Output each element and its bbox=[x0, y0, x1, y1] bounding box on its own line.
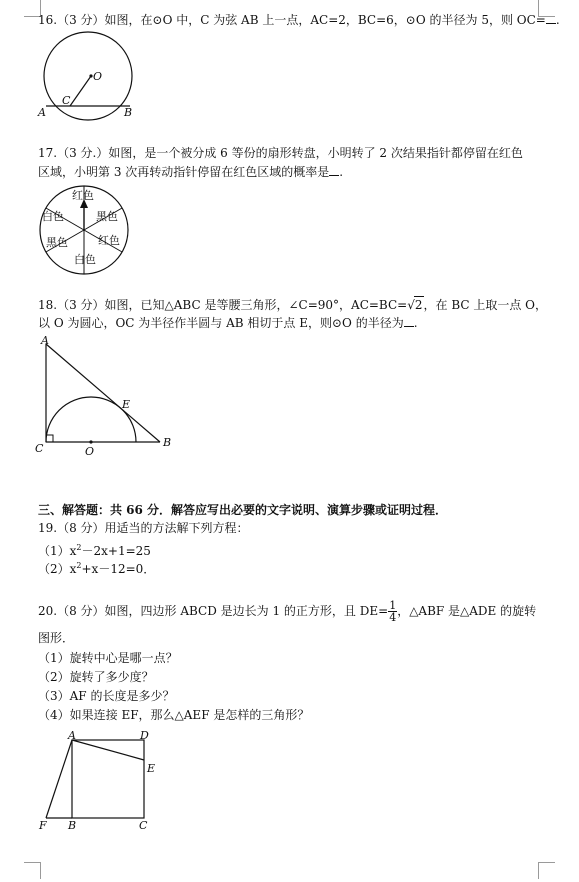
q17-spinner-figure bbox=[36, 184, 132, 276]
q20-segment-af bbox=[46, 740, 72, 818]
q18-label-o: O bbox=[85, 445, 95, 458]
corner-mark-bottom-left bbox=[24, 862, 41, 879]
q19-part2: $(2)x^2+x-12=0$． bbox=[38, 561, 156, 576]
q19-stem: 19.（8 分）用适当的方法解下列方程： bbox=[38, 521, 249, 535]
q20-square-abcd bbox=[72, 740, 144, 818]
q16-figure bbox=[30, 30, 150, 122]
corner-mark-bottom-right bbox=[538, 862, 555, 879]
q18-hypotenuse-ab bbox=[46, 344, 160, 442]
q20-label-a: A bbox=[68, 730, 76, 742]
q18-stem-line2: 以 O 为圆心，OC 为半径作半圆与 AB 相切于点 E，则⊙O 的半径为 . bbox=[38, 316, 418, 330]
q17-stem-line2: 区域，小明第 3 次再转动指针停留在红色区域的概率是 . bbox=[38, 165, 344, 179]
q20-label-c: C bbox=[139, 819, 148, 832]
q17-sector-label-5: 黑色 bbox=[46, 236, 68, 249]
q16-label-o: O bbox=[93, 70, 103, 83]
q18-stem-line1: 18.（3 分）如图，已知△ABC 是等腰三角形，∠C=90°，AC=BC=√2，在 BC 上取一点 O， bbox=[38, 298, 548, 312]
q16-label-b: B bbox=[124, 106, 133, 119]
q18-center-dot bbox=[89, 440, 92, 443]
q20-label-b: B bbox=[68, 819, 77, 832]
q18-label-c: C bbox=[35, 442, 44, 455]
q19-part1: $(1)x^2-2x+1=25$ bbox=[38, 543, 151, 558]
q20-fraction: $\frac{1}{4}$ bbox=[389, 599, 397, 624]
q20-label-e: E bbox=[147, 762, 156, 775]
section3-heading: 三、解答题：共 66 分．解答应写出必要的文字说明、演算步骤或证明过程． bbox=[38, 503, 448, 517]
q17-sector-label-2: 黑色 bbox=[96, 210, 118, 223]
q20-item-2: （2）旋转了多少度？ bbox=[38, 670, 154, 684]
q16-label-a: A bbox=[38, 106, 46, 119]
q17-stem-line1: 17.（3 分.）如图，是一个被分成 6 等份的扇形转盘，小明转了 2 次结果指针都停留在红色 bbox=[38, 146, 523, 160]
q20-figure bbox=[34, 730, 164, 832]
q17-sector-label-4: 白色 bbox=[74, 253, 96, 266]
q16-label-c: C bbox=[62, 94, 71, 107]
q17-sector-label-3: 红色 bbox=[98, 234, 120, 247]
q20-segment-ae bbox=[72, 740, 144, 760]
q18-right-angle-mark bbox=[46, 435, 53, 442]
q18-figure bbox=[32, 334, 182, 458]
q18-label-e: E bbox=[122, 398, 131, 411]
q16-circle bbox=[44, 32, 132, 120]
q17-sector-label-6: 白色 bbox=[42, 210, 64, 223]
q20-item-1: （1）旋转中心是哪一点？ bbox=[38, 651, 178, 665]
q20-item-4: （4）如果连接 EF，那么△AEF 是怎样的三角形？ bbox=[38, 708, 310, 722]
q20-label-f: F bbox=[39, 819, 47, 832]
q17-sector-label-1: 红色 bbox=[72, 189, 94, 202]
q18-label-a: A bbox=[41, 334, 49, 347]
q20-item-3: （3）AF 的长度是多少？ bbox=[38, 689, 175, 703]
q16-stem: 16.（3 分）如图，在⊙O 中，C 为弦 AB 上一点，AC=2，BC=6，⊙O 的半径为 5，则 OC= . bbox=[38, 13, 560, 27]
q20-stem-line1: 20.（8 分）如图，四边形 ABCD 是边长为 1 的正方形，且 DE= $\frac{1}{4}$ ，△ABF 是△ADE 的旋转 bbox=[38, 599, 537, 624]
q16-segment-oc bbox=[70, 76, 91, 106]
q20-label-d: D bbox=[140, 730, 149, 742]
q18-label-b: B bbox=[163, 436, 172, 449]
q20-stem-line2: 图形． bbox=[38, 631, 75, 645]
